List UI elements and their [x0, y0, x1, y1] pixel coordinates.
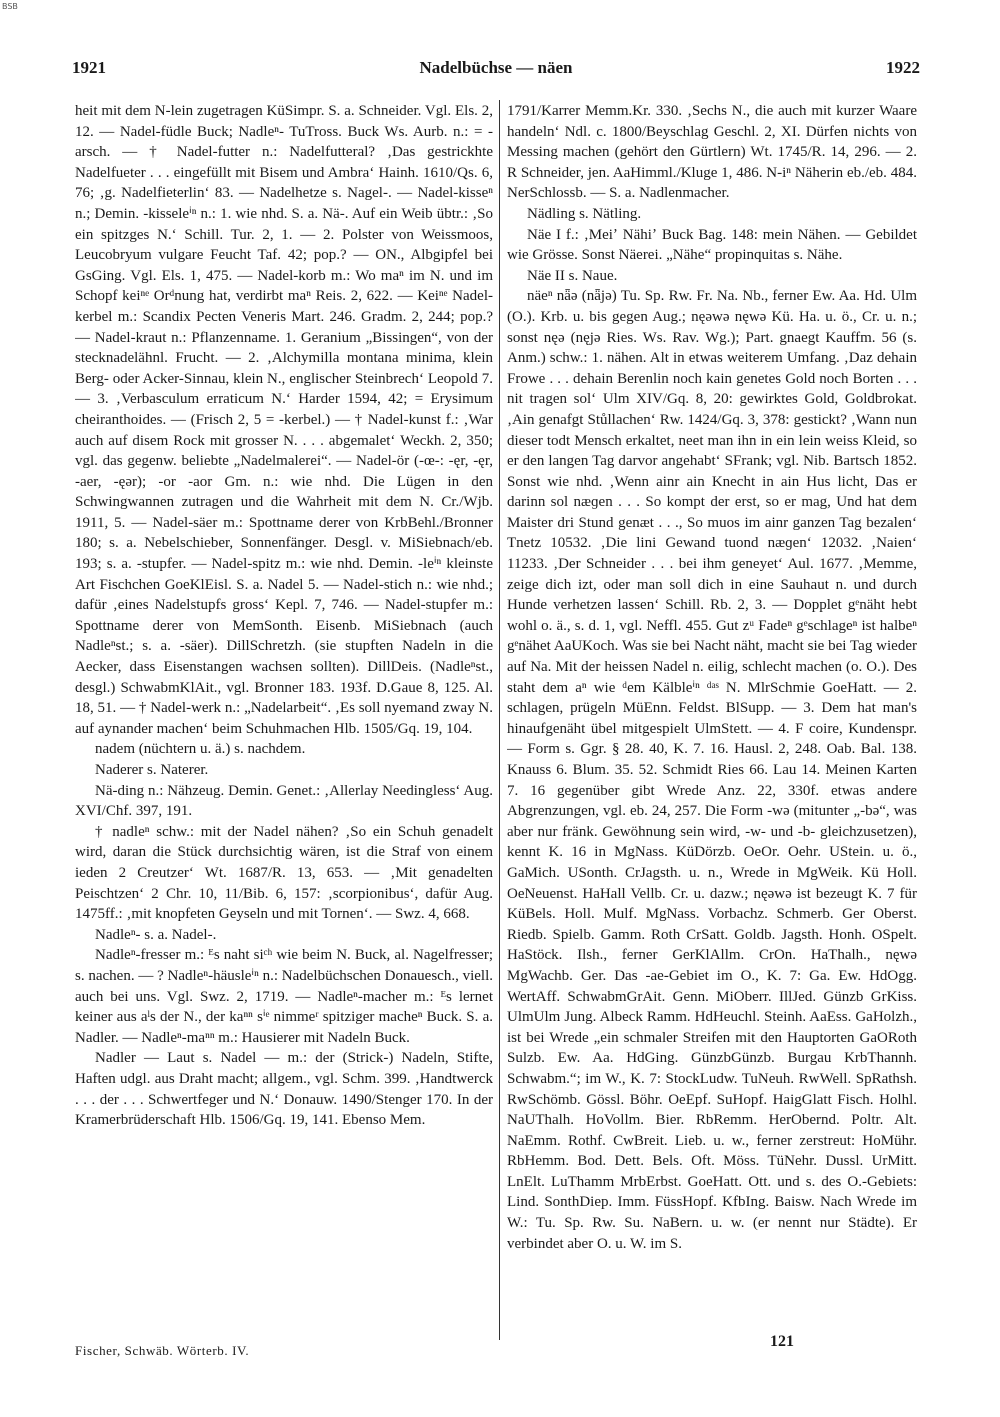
footer-page-number: 121	[770, 1333, 794, 1350]
running-title: Nadelbüchse — näen	[419, 58, 573, 77]
footer-source: Fischer, Schwäb. Wörterb. IV.	[75, 1343, 250, 1358]
entry-paragraph: Nädling s. Nätling.	[527, 205, 642, 222]
entry-paragraph: näeⁿ nǟə (nǟjə) Tu. Sp. Rw. Fr. Na. Nb., ferner Ew. Aa. Hd. Ulm (O.). Krb. u. bis gegen Aug.; nęəwə nęwə Kü. Ha. u. ö., Cr. u. n.; sonst nęə (nęjə Ries. Ws. Rav. Wg.); Part. gnaegt Kauffm. 56 (s. Anm.) schw.: 1. nähen. Alt in etwas weiterem Umfang. ‚Daz dehain Frowe . . . dehain Berenlin noch kain genetes Gold noch Borten . . . nit tragen sol‘ Ulm XIV/Gq. 8, 20: gewirktes Gold, Goldbrokat. ‚Ain genafgt Stůllachen‘ Rw. 1424/Gq. 3, 378: gestickt? ‚Wann nun dieser todt Mensch erkaltet, neet man ihn in ein lein weiss Kleid, so er den langen Tag darvor angehabt‘ SFrank; vgl. Nib. Bartsch 1852. Sonst wie nhd. ‚Wenn ainr ain Knecht in ain Hus licht, Das er darinn sol næɡen . . . So kompt der erst, so er mag, Und hat dem Maister dri Stund genæt . . ., So muos im ainr ganzen Tag bezalen‘ Tnetz 10532. ‚Die lini Gewand tuond næɡen‘ 12032. ‚Naien‘ 11233. ‚Der Schneider . . . bei ihm geneyet‘ Aul. 1677. ‚Memme, zeige dich izt, oder man soll dich in eine Sauhaut n. und durch Hunde verhetzen lassen‘ Schill. Rb. 2, 3. — Dopplet gᵉnäht hebt wohl o. ä., s. d. 1, vgl. Neffl. 455. Gut zᵘ Fadeⁿ gᵉschlageⁿ ist halbeⁿ gᵉnähet AaUKoch. Was sie bei Nacht näht, macht sie bei Tag wieder auf Na. Mit der heissen Nadel n. eilig, schlecht machen (o. O.). Des staht dem aⁿ wie ᵈem Kälbleⁱⁿ ᵈᵃˢ N. MlrSchmie GoeHatt. — 2. schlagen, prügeln MüEnn. Feldst. BlSupp. — 3. Dem hat man's hinaufgenäht übel mitgespielt UlmStett. — 4. F coire, Kundenspr. — Form s. Ggr. § 28. 40, K. 7. 16. Hausl. 2, 248. Oab. Bal. 138. Knauss 6. Blum. 35. 52. Schmidt Ries 66. Lau 14. Meinen Karten 7. 16 gegenüber gibt Wrede Anz. 22, 330f. etwas andere Abgrenzungen, vgl. eb. 24, 257. Die Form -wə (mitunter „-bə“, was aber nur fränk. Gewöhnung sein wird, -w- und -b- gleichzusetzen), kennt K. 16 in MgNass. KüDörzb. OeOr. Oehr. UStein. u. ö., GaMich. USonth. CrJagsth. u. n., Wrede in MgWeik. Kü Holl. OeNeuenst. HaHall Vellb. Cr. u. dazw.; nęəwə ist bezeugt K. 7 für KüBels. Holl. Mulf. MgNass. Vorbachz. Schmerb. Ger Oberst. Riedb. Spielb. Gamm. Roth CrSatt. Goldb. Jagsth. Honh. OSpelt. HaStöck. Ilsh., ferner GerKlAllm. CrOn. HaThalh., nęwə MgWachb. Ger. Das -ae-Gebiet im O., K. 7: Ga. Ew. HdOgg. WertAff. SchwabmGrAit. Genn. MiOberr. IllJed. Günzb GrKiss. UlmUlm Jung. Albeck Ramm. HdHeuchl. Steinh. AaEss. GaHolzh., ist bei Wrede „ein schmaler Streifen mit den Hauptorten GaORoth Sulzb. Ew. Aa. HdGing. GünzbGünzb. Burgau KrbThannh. Schwabm.“; im W., K. 7: StockLudw. TuNeuh. RwWell. SpRathsh. RwSchömb. Gössl. Böhr. OeEpf. SuHopf. HaigGlatt Fisch. Holhl. NaUThalh. HoVollm. Bier. RbRemm. HerObernd. Poltr. Alt. NaEmm. Rothf. CwBreit. Lieb. u. w., ferner zerstreut: HoMühr. RbHemm. Bod. Dett. Bels. Oft. Möss. TüNehr. Dussl. UrMitt. LnElt. LuThamm MrbErbst. GoeHatt. Ott. und s. des O.-Gebiets: Lind. SonthDiep. Imm. FüssHopf. KfbIng. Baisw. Nach Wrede im W.: Tu. Sp. Rw. Su. NaBern. u. w. (er nennt nur Städte). Er verbindet aber O. u. W. im S.	[507, 288, 917, 1252]
page-number-right: 1922	[886, 58, 920, 77]
entry-paragraph: Näe I f.: ‚Meiʼ Nähiʼ Buck Bag. 148: mein Nähen. — Gebildet wie Grösse. Sonst Näerei. „Nähe“ propinquitas s. Nähe.	[507, 226, 917, 264]
entry-paragraph: † nadleⁿ schw.: mit der Nadel nähen? ‚So ein Schuh genadelt wird, daran die Stück durchsichtig wären, ist die Straf von einem ieden 2 Creutzer‘ Wt. 1687/R. 13, 653. — ‚Mit genadelten Peischtzen‘ 2 Chr. 10, 11/Bib. 6, 157: ‚scorpionibus‘, dafür Aug. 1475ff.: ‚mit knopfeten Geyseln und mit Tornen‘. — Swz. 4, 668.	[75, 823, 493, 923]
entry-paragraph: Näe II s. Naue.	[527, 267, 618, 284]
entry-paragraph: Naderer s. Naterer.	[95, 762, 209, 778]
entry-paragraph: Nadleⁿ-fresser m.: ᴱs naht siᶜʰ wie beim N. Buck, al. Nagelfresser; s. nachen. — ? Nadleⁿ-häusleⁱⁿ n.: Nadelbüchschen Donauesch., viell. auch bei uns. Vgl. Swz. 2, 1719. — Nadleⁿ-macher m.: ᴱs lernet keiner aus aˡs der N., der kaⁿⁿ sⁱᵉ nimmeʳ spitziger macheⁿ Buck. S. a. Nadler. — Nadleⁿ-maⁿⁿ m.: Hausierer mit Nadeln Buck.	[75, 947, 493, 1046]
entry-paragraph: Nä-ding n.: Nähzeug. Demin. Genet.: ‚Allerlay Needingless‘ Aug. XVI/Chf. 397, 191.	[75, 782, 493, 820]
column-divider	[499, 100, 500, 1340]
entry-paragraph: 1791/Karrer Memm.Kr. 330. ‚Sechs N., die auch mit kurzer Waare handeln‘ Ndl. c. 1800/Beyschlag Geschl. 2, XI. Dürfen nichts von Messing machen (gehört den Gürtlern) Wt. 1745/R. 14, 296. — 2. R Schneider, jen. AaHimml./Kluge 1, 486. N-iⁿ Näherin eb./eb. 484. NerSchlossb. — S. a. Nadlenmacher.	[507, 103, 917, 202]
page-number-left: 1921	[72, 58, 106, 77]
entry-paragraph: Nadleⁿ- s. a. Nadel-.	[95, 926, 217, 943]
right-column	[507, 101, 917, 1336]
page-header	[72, 58, 920, 82]
entry-paragraph: nadem (nüchtern u. ä.) s. nachdem.	[95, 741, 306, 758]
entry-paragraph: Nadler — Laut s. Nadel — m.: der (Strick-) Nadeln, Stifte, Haften udgl. aus Draht macht; allgem., vgl. Schm. 399. ‚Handtwerck . . . der . . . Schwertfeger und N.‘ Donauw. 1490/Stenger 170. In der Kramerbrüderschaft Hlb. 1506/Gq. 19, 141. Ebenso Mem.	[75, 1050, 493, 1129]
library-watermark: BSB	[2, 2, 18, 11]
left-column	[75, 101, 493, 1336]
entry-paragraph: heit mit dem N-lein zugetragen KüSimpr. S. a. Schneider. Vgl. Els. 2, 12. — Nadel-füdle Buck; Nadleⁿ- TuTross. Buck Ws. Aurb. n.: = -arsch. — † Nadel-futter n.: Nadelfutteral? ‚Das gestrickhte Nadelfueter . . . eingefüllt mit Bisem und Ambra‘ Hainh. 1610/Qs. 6, 76; ‚g. Nadelfieterlin‘ 83. — Nadelhetze s. Nagel-. — Nadel-kisseⁿ n.; Demin. -kisseleⁱⁿ n.: 1. wie nhd. S. a. Nä-. Auf ein Weib übtr.: ‚So ein spitzges N.‘ Schill. Tur. 2, 1. — 2. Polster von Weissmoos, Leucobryum vulgare Feucht Taf. 42; pop.? — ON., Albgipfel bei GsGing. Vgl. Els. 1, 475. — Nadel-korb m.: Wo maⁿ im N. und im Schopf keiⁿᵉ Orᵈnung hat, verdirbt maⁿ Reis. 2, 622. — Keiⁿᵉ Nadel-kerbel m.: Scandix Pecten Veneris Mart. 246. Gradm. 2, 244; pop.? — Nadel-kraut n.: Pflanzenname. 1. Geranium „Bissingen“, von der stecknadelähnl. Frucht. — 2. ‚Alchymilla montana minima, klein Berg- oder Acker-Sinnau, klein N., englischer Steinbrech‘ Leopold 7. — 3. ‚Verbasculum erraticum N.‘ Harder 1594, 42; = Erysimum cheiranthoides. — (Frisch 2, 5 = -kerbel.) — † Nadel-kunst f.: ‚War auch auf disem Rock mit grosser N. . . . abgemalet‘ Weckh. 2, 350; vgl. das gegenw. beliebte „Nadelmalerei“. — Nadel-ör (-œ-: -ęr, -ęr, -aer, -ęər); -or -aor Gm. n.: wie nhd. Die Lügen in den Schwingwannen zutragen und die Wahrheit mit dem N. Cr./Wjb. 1911, 5. — Nadel-säer m.: Spottname derer von KrbBehl./Bronner 180; s. a. Nebelschieber, Sonnenfänger. Desgl. v. MiSiebnach/eb. 193; s. a. -stupfer. — Nadel-spitz m.: wie nhd. Demin. -leⁱⁿ kleinste Art Fischchen GoeKlEisl. S. a. Nadel 5. — Nadel-stich n.: wie nhd.; dafür ‚eines Nadelstupfs gross‘ Kepl. 7, 746. — Nadel-stupfer m.: Spottname derer von MemSonth. Eisenb. MiSiebnach (auch Nadleⁿst.; s. a. -säer). DillSchretzh. (sie stupften Nadeln in die Aecker, dass Eisenstangen wachsen sollten). DillDeis. (Nadleⁿst., desgl.) SchwabmKlAit., vgl. Bronner 183. 193f. D.Gaue 8, 125. Al. 18, 51. — † Nadel-werk n.: „Nadelarbeit“. ‚Es soll nyemand zway N. auf aynander machen‘ beim Schuhmachen Hlb. 1505/Gq. 19, 104.	[75, 103, 493, 737]
